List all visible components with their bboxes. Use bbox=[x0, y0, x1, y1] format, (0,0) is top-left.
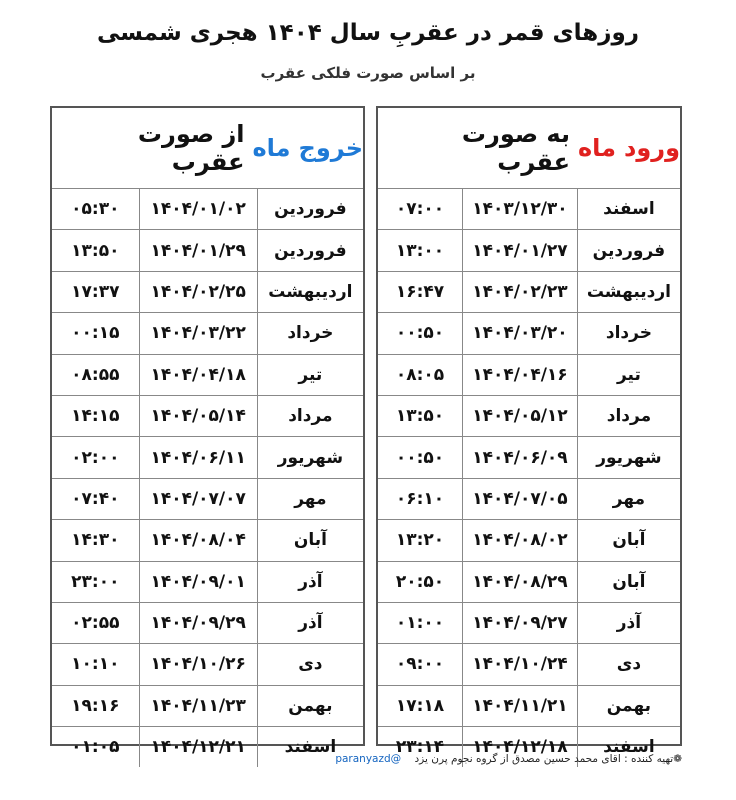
exit-time-cell: ۱۹:۱۶ bbox=[52, 685, 139, 726]
table-row bbox=[378, 644, 680, 685]
page-title: روزهای قمر در عقربِ سال ۱۴۰۴ هجری شمسی bbox=[96, 20, 639, 46]
entry-month-cell: اسفند bbox=[577, 727, 680, 768]
table-row bbox=[52, 230, 363, 271]
footer bbox=[335, 753, 682, 765]
table-row bbox=[52, 644, 363, 685]
entry-time-cell: ۰۹:۰۰ bbox=[378, 644, 463, 685]
exit-time-cell: ۱۴:۳۰ bbox=[52, 520, 139, 561]
exit-date-cell: ۱۴۰۴/۰۳/۲۲ bbox=[139, 313, 257, 354]
exit-table bbox=[52, 189, 363, 767]
table-row bbox=[52, 395, 363, 436]
exit-month-cell: بهمن bbox=[257, 685, 363, 726]
entry-time-cell: ۱۳:۵۰ bbox=[378, 395, 463, 436]
entry-date-cell: ۱۴۰۴/۰۲/۲۳ bbox=[463, 271, 578, 312]
exit-time-cell: ۱۳:۵۰ bbox=[52, 230, 139, 271]
exit-month-cell: مرداد bbox=[257, 395, 363, 436]
footer-credit: ❁تهیه کننده : اقای محمد حسین مصدق از گروه نجوم پرن یزد bbox=[414, 753, 682, 765]
exit-month-cell: تیر bbox=[257, 354, 363, 395]
exit-date-cell: ۱۴۰۴/۰۶/۱۱ bbox=[139, 437, 257, 478]
exit-date-cell: ۱۴۰۴/۱۲/۲۱ bbox=[139, 727, 257, 768]
exit-time-cell: ۰۲:۵۵ bbox=[52, 602, 139, 643]
entry-month-cell: دی bbox=[577, 644, 680, 685]
entry-month-cell: مرداد bbox=[577, 395, 680, 436]
exit-date-cell: ۱۴۰۴/۰۱/۲۹ bbox=[139, 230, 257, 271]
entry-date-cell: ۱۴۰۴/۰۴/۱۶ bbox=[463, 354, 578, 395]
entry-month-cell: اسفند bbox=[577, 189, 680, 230]
entry-time-cell: ۰۸:۰۵ bbox=[378, 354, 463, 395]
exit-time-cell: ۰۷:۴۰ bbox=[52, 478, 139, 519]
exit-panel bbox=[50, 106, 365, 758]
entry-time-cell: ۰۶:۱۰ bbox=[378, 478, 463, 519]
entry-heading-pre: ورود bbox=[624, 134, 680, 162]
entry-date-cell: ۱۴۰۴/۰۳/۲۰ bbox=[463, 313, 578, 354]
table-row bbox=[378, 478, 680, 519]
entry-date-cell: ۱۴۰۳/۱۲/۳۰ bbox=[463, 189, 578, 230]
exit-month-cell: خرداد bbox=[257, 313, 363, 354]
entry-month-cell: آذر bbox=[577, 602, 680, 643]
entry-date-cell: ۱۴۰۴/۱۱/۲۱ bbox=[463, 685, 578, 726]
exit-date-cell: ۱۴۰۴/۰۴/۱۸ bbox=[139, 354, 257, 395]
table-row bbox=[378, 271, 680, 312]
entry-time-cell: ۰۰:۵۰ bbox=[378, 437, 463, 478]
entry-time-cell: ۱۶:۴۷ bbox=[378, 271, 463, 312]
entry-month-cell: فروردین bbox=[577, 230, 680, 271]
table-row bbox=[52, 478, 363, 519]
exit-time-cell: ۰۰:۱۵ bbox=[52, 313, 139, 354]
exit-date-cell: ۱۴۰۴/۱۱/۲۳ bbox=[139, 685, 257, 726]
table-row bbox=[52, 313, 363, 354]
table-row bbox=[52, 561, 363, 602]
entry-time-cell: ۱۳:۲۰ bbox=[378, 520, 463, 561]
exit-date-cell: ۱۴۰۴/۰۹/۲۹ bbox=[139, 602, 257, 643]
exit-month-cell: مهر bbox=[257, 478, 363, 519]
exit-month-cell: اردیبهشت bbox=[257, 271, 363, 312]
entry-month-cell: تیر bbox=[577, 354, 680, 395]
entry-month-cell: آبان bbox=[577, 561, 680, 602]
entry-month-cell: اردیبهشت bbox=[577, 271, 680, 312]
exit-heading bbox=[52, 108, 363, 189]
table-row bbox=[378, 230, 680, 271]
exit-time-cell: ۱۰:۱۰ bbox=[52, 644, 139, 685]
exit-date-cell: ۱۴۰۴/۰۸/۰۴ bbox=[139, 520, 257, 561]
exit-date-cell: ۱۴۰۴/۰۲/۲۵ bbox=[139, 271, 257, 312]
exit-date-cell: ۱۴۰۴/۰۱/۰۲ bbox=[139, 189, 257, 230]
exit-month-cell: فروردین bbox=[257, 189, 363, 230]
page-subtitle: بر اساس صورت فلکی عقرب bbox=[260, 64, 476, 82]
entry-month-cell: شهریور bbox=[577, 437, 680, 478]
entry-table bbox=[378, 189, 680, 767]
exit-time-cell: ۱۷:۳۷ bbox=[52, 271, 139, 312]
table-row bbox=[378, 354, 680, 395]
exit-heading-accent: ماه bbox=[252, 134, 291, 162]
exit-date-cell: ۱۴۰۴/۰۹/۰۱ bbox=[139, 561, 257, 602]
table-row bbox=[378, 395, 680, 436]
table-row bbox=[378, 313, 680, 354]
exit-month-cell: آبان bbox=[257, 520, 363, 561]
exit-date-cell: ۱۴۰۴/۰۵/۱۴ bbox=[139, 395, 257, 436]
table-row bbox=[378, 520, 680, 561]
entry-time-cell: ۰۱:۰۰ bbox=[378, 602, 463, 643]
exit-time-cell: ۰۱:۰۵ bbox=[71, 737, 120, 758]
exit-time-cell: ۱۴:۱۵ bbox=[52, 395, 139, 436]
table-row bbox=[52, 602, 363, 643]
entry-heading-rest: به صورت عقرب bbox=[461, 120, 570, 176]
entry-heading-accent: ماه bbox=[577, 134, 617, 162]
entry-time-cell: ۱۷:۱۸ bbox=[378, 685, 463, 726]
exit-month-cell: آذر bbox=[257, 561, 363, 602]
exit-month-cell: دی bbox=[257, 644, 363, 685]
entry-date-cell: ۱۴۰۴/۱۲/۱۸ bbox=[463, 727, 578, 768]
exit-date-cell: ۱۴۰۴/۰۷/۰۷ bbox=[139, 478, 257, 519]
entry-date-cell: ۱۴۰۴/۱۰/۲۴ bbox=[463, 644, 578, 685]
table-row bbox=[52, 520, 363, 561]
exit-time-cell: ۰۸:۵۵ bbox=[52, 354, 139, 395]
table-row bbox=[378, 189, 680, 230]
exit-month-cell: آذر bbox=[257, 602, 363, 643]
entry-date-cell: ۱۴۰۴/۰۱/۲۷ bbox=[463, 230, 578, 271]
table-row bbox=[52, 271, 363, 312]
entry-panel bbox=[376, 106, 682, 758]
table-row bbox=[52, 437, 363, 478]
exit-month-cell: شهریور bbox=[257, 437, 363, 478]
entry-time-cell: ۱۳:۰۰ bbox=[378, 230, 463, 271]
entry-date-cell: ۱۴۰۴/۰۸/۲۹ bbox=[463, 561, 578, 602]
exit-time-cell: ۲۳:۰۰ bbox=[52, 561, 139, 602]
entry-month-cell: مهر bbox=[577, 478, 680, 519]
entry-time-cell: ۲۰:۵۰ bbox=[378, 561, 463, 602]
table-row bbox=[52, 727, 363, 768]
exit-month-cell: فروردین bbox=[257, 230, 363, 271]
entry-date-cell: ۱۴۰۴/۰۹/۲۷ bbox=[463, 602, 578, 643]
entry-date-cell: ۱۴۰۴/۰۶/۰۹ bbox=[463, 437, 578, 478]
entry-date-cell: ۱۴۰۴/۰۸/۰۲ bbox=[463, 520, 578, 561]
entry-date-cell: ۱۴۰۴/۰۷/۰۵ bbox=[463, 478, 578, 519]
entry-time-cell: ۰۰:۵۰ bbox=[378, 313, 463, 354]
table-row bbox=[52, 685, 363, 726]
table-row bbox=[378, 602, 680, 643]
table-row bbox=[378, 685, 680, 726]
table-row bbox=[378, 561, 680, 602]
entry-month-cell: بهمن bbox=[577, 685, 680, 726]
entry-month-cell: آبان bbox=[577, 520, 680, 561]
entry-heading bbox=[378, 108, 680, 189]
footer-handle[interactable]: @paranyazd bbox=[335, 753, 402, 765]
entry-date-cell: ۱۴۰۴/۰۵/۱۲ bbox=[463, 395, 578, 436]
table-row bbox=[52, 189, 363, 230]
exit-time-cell: ۰۵:۳۰ bbox=[52, 189, 139, 230]
exit-month-cell: اسفند bbox=[257, 727, 363, 768]
table-row bbox=[378, 437, 680, 478]
entry-month-cell: خرداد bbox=[577, 313, 680, 354]
exit-time-cell: ۰۲:۰۰ bbox=[52, 437, 139, 478]
exit-date-cell: ۱۴۰۴/۱۰/۲۶ bbox=[139, 644, 257, 685]
table-row bbox=[52, 354, 363, 395]
exit-heading-rest: از صورت عقرب bbox=[137, 120, 245, 176]
exit-heading-pre: خروج bbox=[298, 134, 363, 162]
entry-time-cell: ۲۳:۱۴ bbox=[395, 737, 445, 758]
entry-time-cell: ۰۷:۰۰ bbox=[378, 189, 463, 230]
